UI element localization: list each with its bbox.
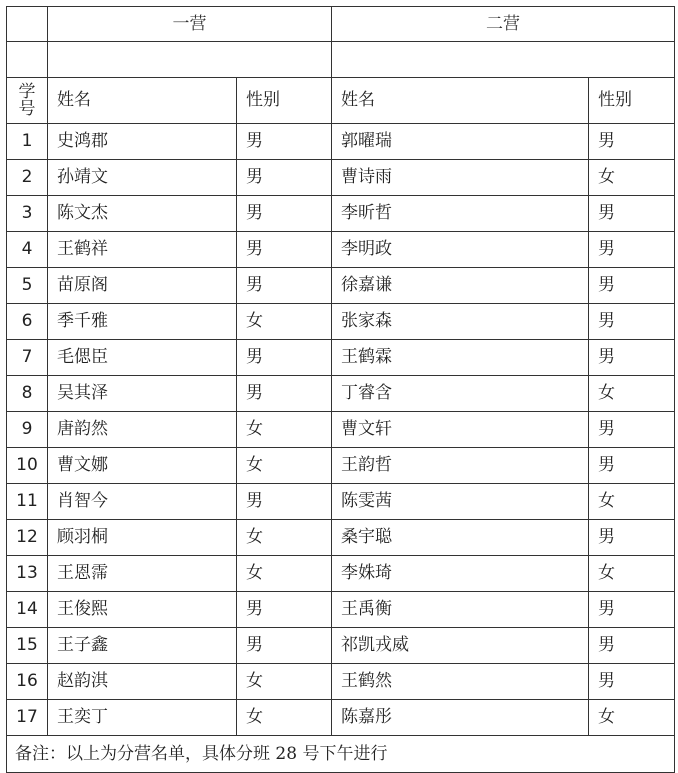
camp1-gender: 男 — [237, 628, 332, 664]
student-number: 14 — [7, 592, 48, 628]
camp2-name: 陈嘉彤 — [332, 700, 589, 736]
camp1-gender: 男 — [237, 268, 332, 304]
student-number-header — [7, 78, 48, 124]
camp2-gender: 男 — [589, 340, 675, 376]
column-header-row — [7, 78, 675, 124]
table-row — [7, 376, 675, 412]
student-number: 4 — [7, 232, 48, 268]
camp1-name: 曹文娜 — [48, 448, 237, 484]
camp2-name: 丁睿含 — [332, 376, 589, 412]
camp1-gender: 男 — [237, 160, 332, 196]
blank-row — [7, 42, 675, 78]
camp2-name: 桑宇聪 — [332, 520, 589, 556]
camp1-gender: 男 — [237, 340, 332, 376]
camp2-name: 李明政 — [332, 232, 589, 268]
camp2-gender: 男 — [589, 412, 675, 448]
table-row — [7, 412, 675, 448]
camp2-gender: 女 — [589, 160, 675, 196]
camp1-gender: 男 — [237, 484, 332, 520]
student-number: 1 — [7, 124, 48, 160]
student-number: 5 — [7, 268, 48, 304]
camp1-gender: 男 — [237, 232, 332, 268]
table-row — [7, 628, 675, 664]
student-number: 2 — [7, 160, 48, 196]
camp2-name: 王鹤然 — [332, 664, 589, 700]
camp1-name: 陈文杰 — [48, 196, 237, 232]
camp2-name: 郭曜瑞 — [332, 124, 589, 160]
table-row — [7, 160, 675, 196]
table-row — [7, 664, 675, 700]
camp1-name: 顾羽桐 — [48, 520, 237, 556]
camp2-gender: 女 — [589, 484, 675, 520]
camp1-gender: 男 — [237, 592, 332, 628]
camp2-name: 曹文轩 — [332, 412, 589, 448]
camp2-gender: 男 — [589, 268, 675, 304]
camp1-name: 王鹤祥 — [48, 232, 237, 268]
camp2-name: 张家森 — [332, 304, 589, 340]
camp2-name: 李姝琦 — [332, 556, 589, 592]
student-number: 8 — [7, 376, 48, 412]
camp1-title: 一营 — [48, 7, 332, 42]
camp2-name: 王禹衡 — [332, 592, 589, 628]
camp1-gender: 男 — [237, 196, 332, 232]
camp2-gender: 男 — [589, 592, 675, 628]
camp1-gender: 女 — [237, 412, 332, 448]
roster-body — [7, 7, 675, 773]
camp2-name: 王鹤霖 — [332, 340, 589, 376]
camp2-name: 徐嘉谦 — [332, 268, 589, 304]
camp2-name: 陈雯茜 — [332, 484, 589, 520]
table-row — [7, 268, 675, 304]
table-row — [7, 448, 675, 484]
camp2-gender: 女 — [589, 556, 675, 592]
camp2-name: 祁凯戎威 — [332, 628, 589, 664]
camp2-gender: 男 — [589, 196, 675, 232]
camp1-name: 季千雅 — [48, 304, 237, 340]
student-number: 16 — [7, 664, 48, 700]
student-number: 13 — [7, 556, 48, 592]
camp1-name: 赵韵淇 — [48, 664, 237, 700]
table-row — [7, 124, 675, 160]
table-row — [7, 196, 675, 232]
table-row — [7, 592, 675, 628]
camp1-name: 王奕丁 — [48, 700, 237, 736]
camp1-gender: 男 — [237, 124, 332, 160]
table-row — [7, 340, 675, 376]
student-number: 3 — [7, 196, 48, 232]
corner-cell — [7, 7, 48, 42]
camp2-name-header: 姓名 — [332, 78, 589, 124]
student-number: 10 — [7, 448, 48, 484]
camp2-gender: 男 — [589, 232, 675, 268]
student-number: 9 — [7, 412, 48, 448]
camp1-gender: 女 — [237, 304, 332, 340]
camp1-gender: 女 — [237, 556, 332, 592]
student-number: 6 — [7, 304, 48, 340]
camp1-gender: 女 — [237, 520, 332, 556]
camp1-name-header: 姓名 — [48, 78, 237, 124]
camp1-name: 王子鑫 — [48, 628, 237, 664]
camp2-gender: 男 — [589, 520, 675, 556]
student-number: 15 — [7, 628, 48, 664]
table-row — [7, 520, 675, 556]
table-row — [7, 700, 675, 736]
camp2-name: 曹诗雨 — [332, 160, 589, 196]
student-number: 17 — [7, 700, 48, 736]
camp2-gender: 男 — [589, 124, 675, 160]
table-row — [7, 484, 675, 520]
camp1-name: 王恩霈 — [48, 556, 237, 592]
camp1-name: 史鸿郡 — [48, 124, 237, 160]
student-number-header-top: 学 — [18, 81, 36, 102]
camp2-name: 王韵哲 — [332, 448, 589, 484]
camp1-name: 毛偲臣 — [48, 340, 237, 376]
note-text: 备注：以上为分营名单，具体分班 28 号下午进行 — [7, 736, 675, 773]
table-row — [7, 304, 675, 340]
camp1-gender: 女 — [237, 700, 332, 736]
camp1-name: 唐韵然 — [48, 412, 237, 448]
camp2-gender: 男 — [589, 448, 675, 484]
roster-table — [6, 6, 675, 773]
camp2-gender-header: 性别 — [589, 78, 675, 124]
camp1-name: 苗原阁 — [48, 268, 237, 304]
camp1-name: 孙靖文 — [48, 160, 237, 196]
camp1-name: 吴其泽 — [48, 376, 237, 412]
camp2-title: 二营 — [332, 7, 675, 42]
table-row — [7, 232, 675, 268]
camp2-gender: 男 — [589, 628, 675, 664]
camp-header-row — [7, 7, 675, 42]
camp1-gender: 男 — [237, 376, 332, 412]
camp1-name: 肖智今 — [48, 484, 237, 520]
student-number: 7 — [7, 340, 48, 376]
camp1-gender: 女 — [237, 448, 332, 484]
camp2-gender: 男 — [589, 664, 675, 700]
student-number-header-bottom: 号 — [18, 98, 36, 119]
table-row — [7, 556, 675, 592]
camp1-name: 王俊熙 — [48, 592, 237, 628]
camp2-name: 李昕哲 — [332, 196, 589, 232]
camp2-gender: 女 — [589, 376, 675, 412]
camp2-gender: 女 — [589, 700, 675, 736]
blank-cell — [48, 42, 332, 78]
camp2-gender: 男 — [589, 304, 675, 340]
note-row — [7, 736, 675, 773]
camp1-gender-header: 性别 — [237, 78, 332, 124]
blank-cell — [7, 42, 48, 78]
blank-cell — [332, 42, 675, 78]
camp1-gender: 女 — [237, 664, 332, 700]
student-number: 11 — [7, 484, 48, 520]
student-number: 12 — [7, 520, 48, 556]
